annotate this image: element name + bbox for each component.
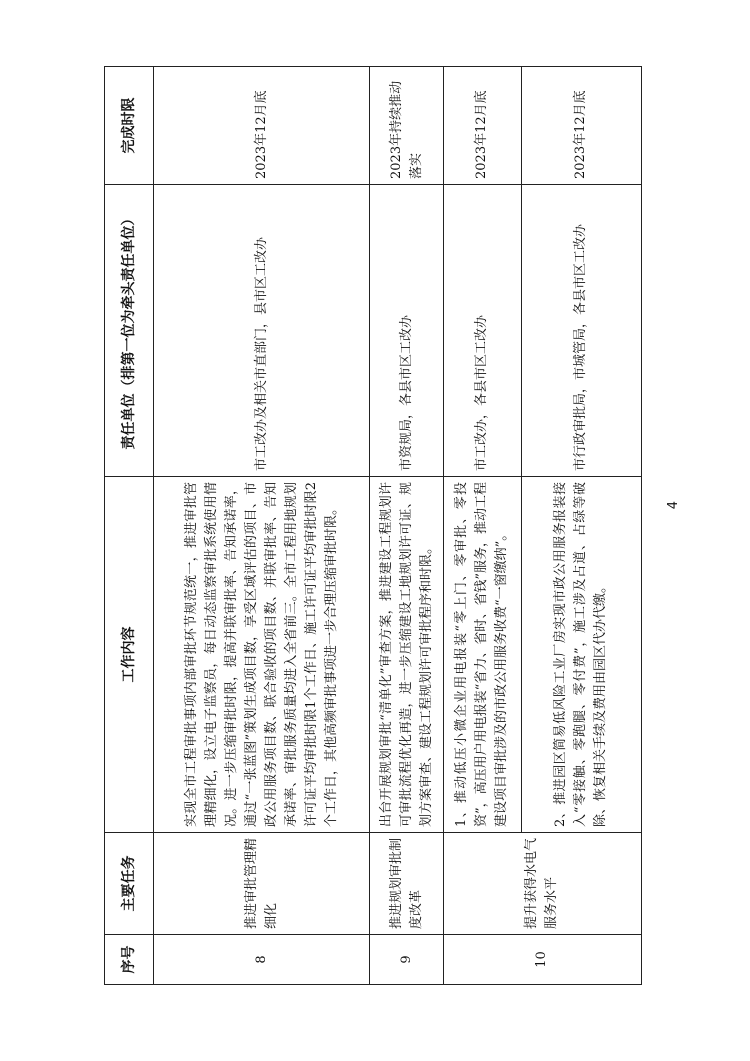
table-row xyxy=(370,67,444,985)
task-table xyxy=(104,66,642,985)
row-unit: 市工改办及相关市直部门，县市区工改办 xyxy=(154,185,370,477)
row-num: 8 xyxy=(154,935,370,985)
row-content: 出台开展规划审批“清单化”审查方案，推进建设工程规划许可审批流程优化再造，进一步压缩建设工地规划许可证、规划方案审查、建设工程规划许可审批程序和时限。 xyxy=(370,477,444,833)
header-deadline: 完成时限 xyxy=(105,67,154,185)
row-content: 实现全市工程审批事项内部审批环节规范统一，推进审批管理精细化，设立电子监察员，每日动态监察审批系统使用情况。进一步压缩审批时限，提高并联审批率、告知承诺率，通过“一张蓝图”策划生成项目数，享受区域评估的项目、市政公用服务项目数、联合验收的项目数、并联审批率、告知承诺率、审批服务质量均进入全省前三。全市工程用地规划许可证平均审批时限1个工作日、施工许可证平均审批时限2个工作日，其他高频审批事项进一步合理压缩审批时限。 xyxy=(154,477,370,833)
row-content: 1、推动低压小微企业用电报装“零上门、零审批、零投资”，高压用户用电报装“省力、省时、省钱”服务，推动工程建设项目审批涉及的市政公用服务收费“一窗缴纳”。 xyxy=(443,477,521,833)
row-deadline: 2023年12月底 xyxy=(521,67,642,185)
row-task: 提升获得水电气服务水平 xyxy=(443,833,641,935)
row-num: 9 xyxy=(370,935,444,985)
page-number: 4 xyxy=(666,501,681,510)
row-deadline: 2023年12月底 xyxy=(443,67,521,185)
header-unit: 责任单位（排第一位为牵头责任单位） xyxy=(105,185,154,477)
row-unit: 市工改办，各县市区工改办 xyxy=(443,185,521,477)
row-content: 2、推进园区简易低风险工业厂房实现市政公用服务报装接入“零接触、零跑腿、零付费”，施工涉及占道、占绿等破除、恢复相关手续及费用由园区代办代缴。 xyxy=(521,477,642,833)
row-num: 10 xyxy=(443,935,641,985)
row-deadline: 2023年持续推动落实 xyxy=(370,67,444,185)
row-task: 推进规划审批制度改革 xyxy=(370,833,444,935)
header-row xyxy=(105,67,154,985)
header-content: 工作内容 xyxy=(105,477,154,833)
header-num: 序号 xyxy=(105,935,154,985)
table-row xyxy=(443,67,521,985)
table-row xyxy=(154,67,370,985)
row-task: 推进审批管理精细化 xyxy=(154,833,370,935)
row-unit: 市行政审批局，市城管局，各县市区工改办 xyxy=(521,185,642,477)
row-unit: 市资规局，各县市区工改办 xyxy=(370,185,444,477)
row-deadline: 2023年12月底 xyxy=(154,67,370,185)
header-task: 主要任务 xyxy=(105,833,154,935)
